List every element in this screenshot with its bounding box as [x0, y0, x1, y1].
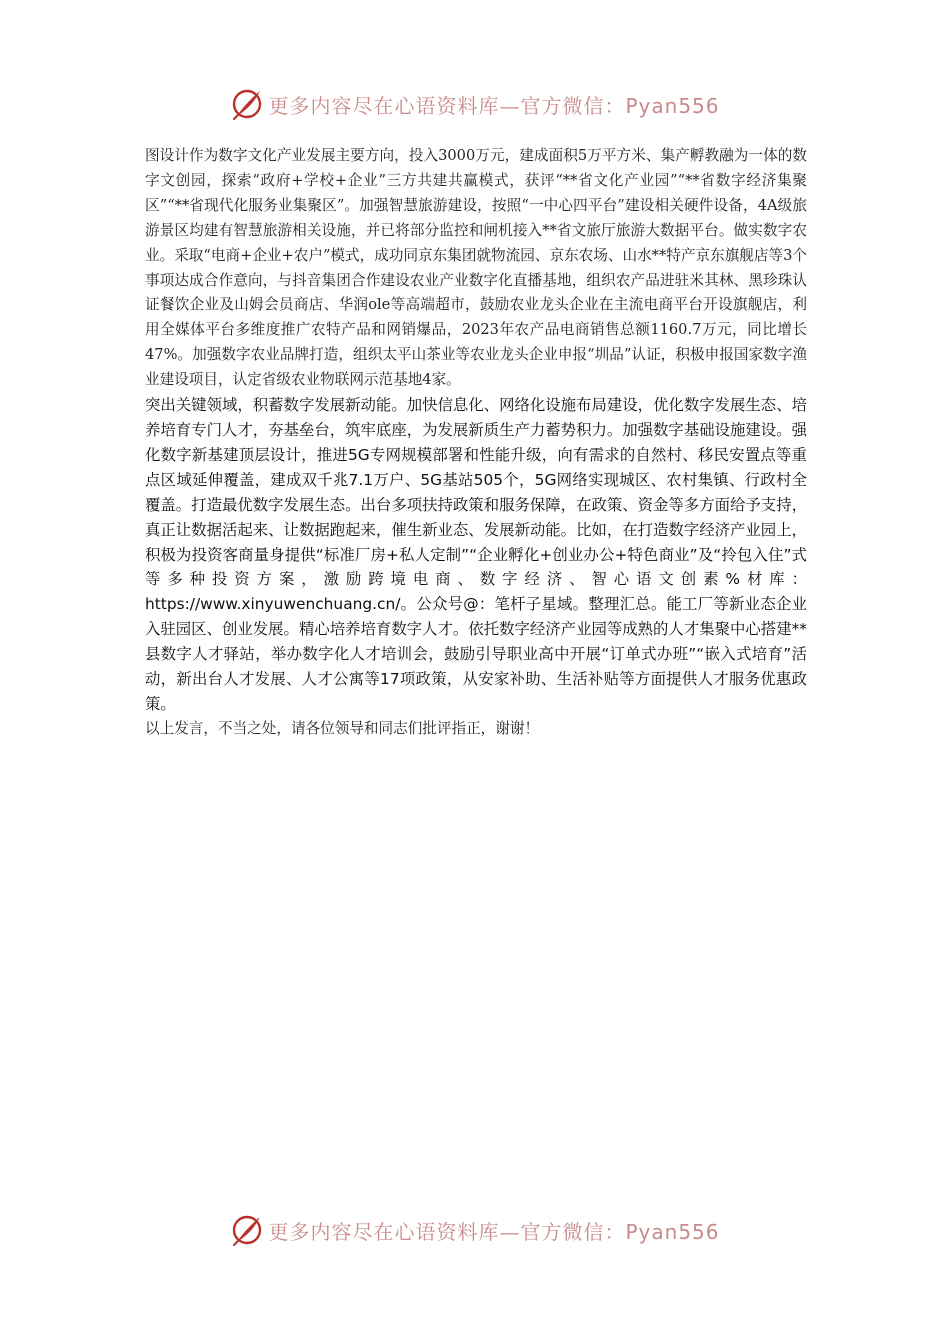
- quill-logo-icon: [230, 87, 264, 121]
- header-banner-main: 更多内容尽在心语资料库—官方微信：: [268, 93, 626, 118]
- header-banner-text: [268, 90, 719, 119]
- header-banner: [0, 84, 950, 124]
- paragraph-key-fields: 突出关键领域，积蓄数字发展新动能。加快信息化、网络化设施布局建设，优化数字发展生态、培养培育专门人才，夯基垒台，筑牢底座，为发展新质生产力蓄势积力。加强数字基础设施建设。强化数字新基建顶层设计，推进5G专网规模部署和性能升级，向有需求的自然村、移民安置点等重点区域延伸覆盖，建成双千兆7.1万户、5G基站505个，5G网络实现城区、农村集镇、行政村全覆盖。打造最优数字发展生态。出台多项扶持政策和服务保障，在政策、资金等多方面给予支持，真正让数据活起来、让数据跑起来，催生新业态、发展新动能。比如，在打造数字经济产业园上，积极为投资客商量身提供“标准厂房+私人定制”“企业孵化+创业办公+特色商业”及“拎包入住”式等多种投资方案，激励跨境电商、数字经济、智心语文创素%材库：https://www.xinyuwenchuang.cn/。公众号@：笔杆子星域。整理汇总。能工厂等新业态企业入驻园区、创业发展。精心培养培育数字人才。依托数字经济产业园等成熟的人才集聚中心搭建**县数字人才驿站，举办数字化人才培训会，鼓励引导职业高中开展“订单式办班”“嵌入式培育”活动，新出台人才发展、人才公寓等17项政策，从安家补助、生活补贴等方面提供人才服务优惠政策。: [145, 396, 807, 713]
- quill-logo-icon: [230, 1213, 264, 1247]
- header-banner-wechat: Pyan556: [625, 93, 720, 118]
- footer-banner: [0, 1210, 950, 1250]
- paragraph-digital-culture: 图设计作为数字文化产业发展主要方向，投入3000万元，建成面积5万平方米、集产孵教融为一体的数字文创园，探索“政府+学校+企业”三方共建共赢模式，获评“**省文化产业园”“**省数字经济集聚区”“**省现代化服务业集聚区”。加强智慧旅游建设，按照“一中心四平台”建设相关硬件设备，4A级旅游景区均建有智慧旅游相关设施，并已将部分监控和闸机接入**省文旅厅旅游大数据平台。做实数字农业。采取“电商+企业+农户”模式，成功同京东集团就物流园、京东农场、山水**特产京东旗舰店等3个事项达成合作意向，与抖音集团合作建设农业产业数字化直播基地，组织农产品进驻米其林、黑珍珠认证餐饮企业及山姆会员商店、华润ole等高端超市，鼓励农业龙头企业在主流电商平台开设旗舰店，利用全媒体平台多维度推广农特产品和网销爆品，2023年农产品电商销售总额1160.7万元，同比增长47%。加强数字农业品牌打造，组织太平山茶业等农业龙头企业申报“圳品”认证，积极申报国家数字渔业建设项目，认定省级农业物联网示范基地4家。: [145, 147, 807, 389]
- footer-banner-main: 更多内容尽在心语资料库—官方微信：: [268, 1219, 626, 1244]
- footer-banner-text: [268, 1216, 719, 1245]
- paragraph-closing: 以上发言，不当之处，请各位领导和同志们批评指正，谢谢！: [145, 719, 540, 737]
- document-body: [145, 144, 807, 742]
- footer-banner-wechat: Pyan556: [625, 1219, 720, 1244]
